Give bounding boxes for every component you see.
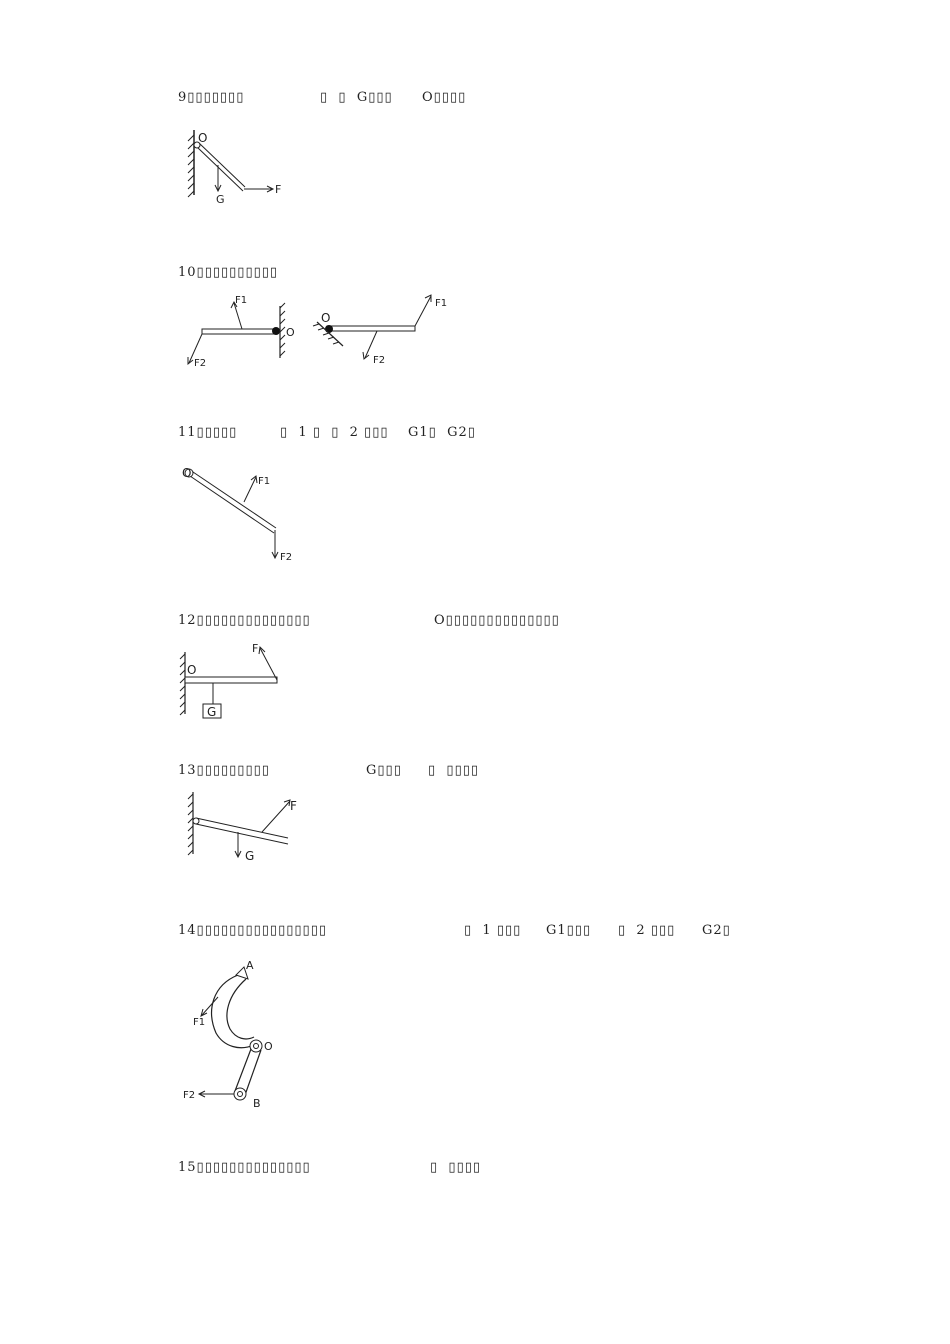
- fig10b-label-O: O: [321, 311, 331, 325]
- fig14-label-O: O: [264, 1040, 273, 1053]
- q9-part-2: ▯ ▯ G▯▯▯: [320, 90, 393, 105]
- q15-part-1: 15▯▯▯▯▯▯▯▯▯▯▯▯▯▯: [178, 1160, 311, 1175]
- fig13-label-F: F: [290, 799, 297, 813]
- q14-part-1: 14▯▯▯▯▯▯▯▯▯▯▯▯▯▯▯▯: [178, 923, 328, 938]
- fig9-label-O: O: [198, 131, 208, 145]
- fig14-label-A: A: [246, 959, 254, 972]
- q9-part-1: 9▯▯▯▯▯▯▯: [178, 90, 245, 105]
- figure-14: [178, 955, 298, 1115]
- fig14-label-B: B: [253, 1097, 261, 1110]
- q13-part-2: G▯▯▯: [366, 763, 402, 778]
- fig9-label-G: G: [216, 193, 225, 206]
- q9-part-3: O▯▯▯▯: [422, 90, 467, 105]
- q11-part-2: ▯ 1 ▯ ▯ 2 ▯▯▯: [280, 425, 389, 440]
- fig10b-label-F1: F1: [435, 298, 448, 309]
- fig14-label-F2: F2: [183, 1090, 196, 1101]
- q14-part-3: G1▯▯▯: [546, 923, 592, 938]
- q12-part-2: O▯▯▯▯▯▯▯▯▯▯▯▯▯▯: [434, 613, 560, 628]
- figure-11: [180, 462, 310, 567]
- q14-part-5: G2▯: [702, 923, 731, 938]
- q13-part-3: ▯ ▯▯▯▯: [428, 763, 480, 778]
- fig12-label-G: G: [207, 705, 217, 719]
- q11-part-3: G1▯ G2▯: [408, 425, 476, 440]
- fig11-label-F1: F1: [258, 476, 271, 487]
- q13-part-1: 13▯▯▯▯▯▯▯▯▯: [178, 763, 270, 778]
- figure-12: [178, 640, 308, 725]
- q14-part-2: ▯ 1 ▯▯▯: [464, 923, 522, 938]
- fig12-label-O: O: [187, 663, 197, 677]
- figure-13: [180, 788, 310, 868]
- q14-part-4: ▯ 2 ▯▯▯: [618, 923, 676, 938]
- fig14-label-F1: F1: [193, 1017, 206, 1028]
- fig10b-label-F2: F2: [373, 355, 386, 366]
- fig13-label-G: G: [245, 849, 255, 863]
- question-15-text: [178, 1160, 482, 1205]
- figure-9: [180, 125, 320, 215]
- fig10a-label-O: O: [286, 326, 295, 339]
- fig12-label-F: F: [252, 642, 259, 655]
- fig9-label-F: F: [275, 183, 282, 196]
- figure-10b: [305, 288, 455, 373]
- fig11-label-F2: F2: [280, 552, 293, 563]
- fig10a-label-F1: F1: [235, 295, 248, 306]
- figure-10a: [180, 288, 305, 373]
- q11-part-1: 11▯▯▯▯▯: [178, 425, 238, 440]
- q15-part-2: ▯ ▯▯▯▯: [430, 1160, 482, 1175]
- q10-part-1: 10▯▯▯▯▯▯▯▯▯▯: [178, 265, 279, 280]
- fig11-label-O: O: [182, 466, 192, 480]
- fig10a-label-F2: F2: [194, 358, 207, 369]
- q12-part-1: 12▯▯▯▯▯▯▯▯▯▯▯▯▯▯: [178, 613, 311, 628]
